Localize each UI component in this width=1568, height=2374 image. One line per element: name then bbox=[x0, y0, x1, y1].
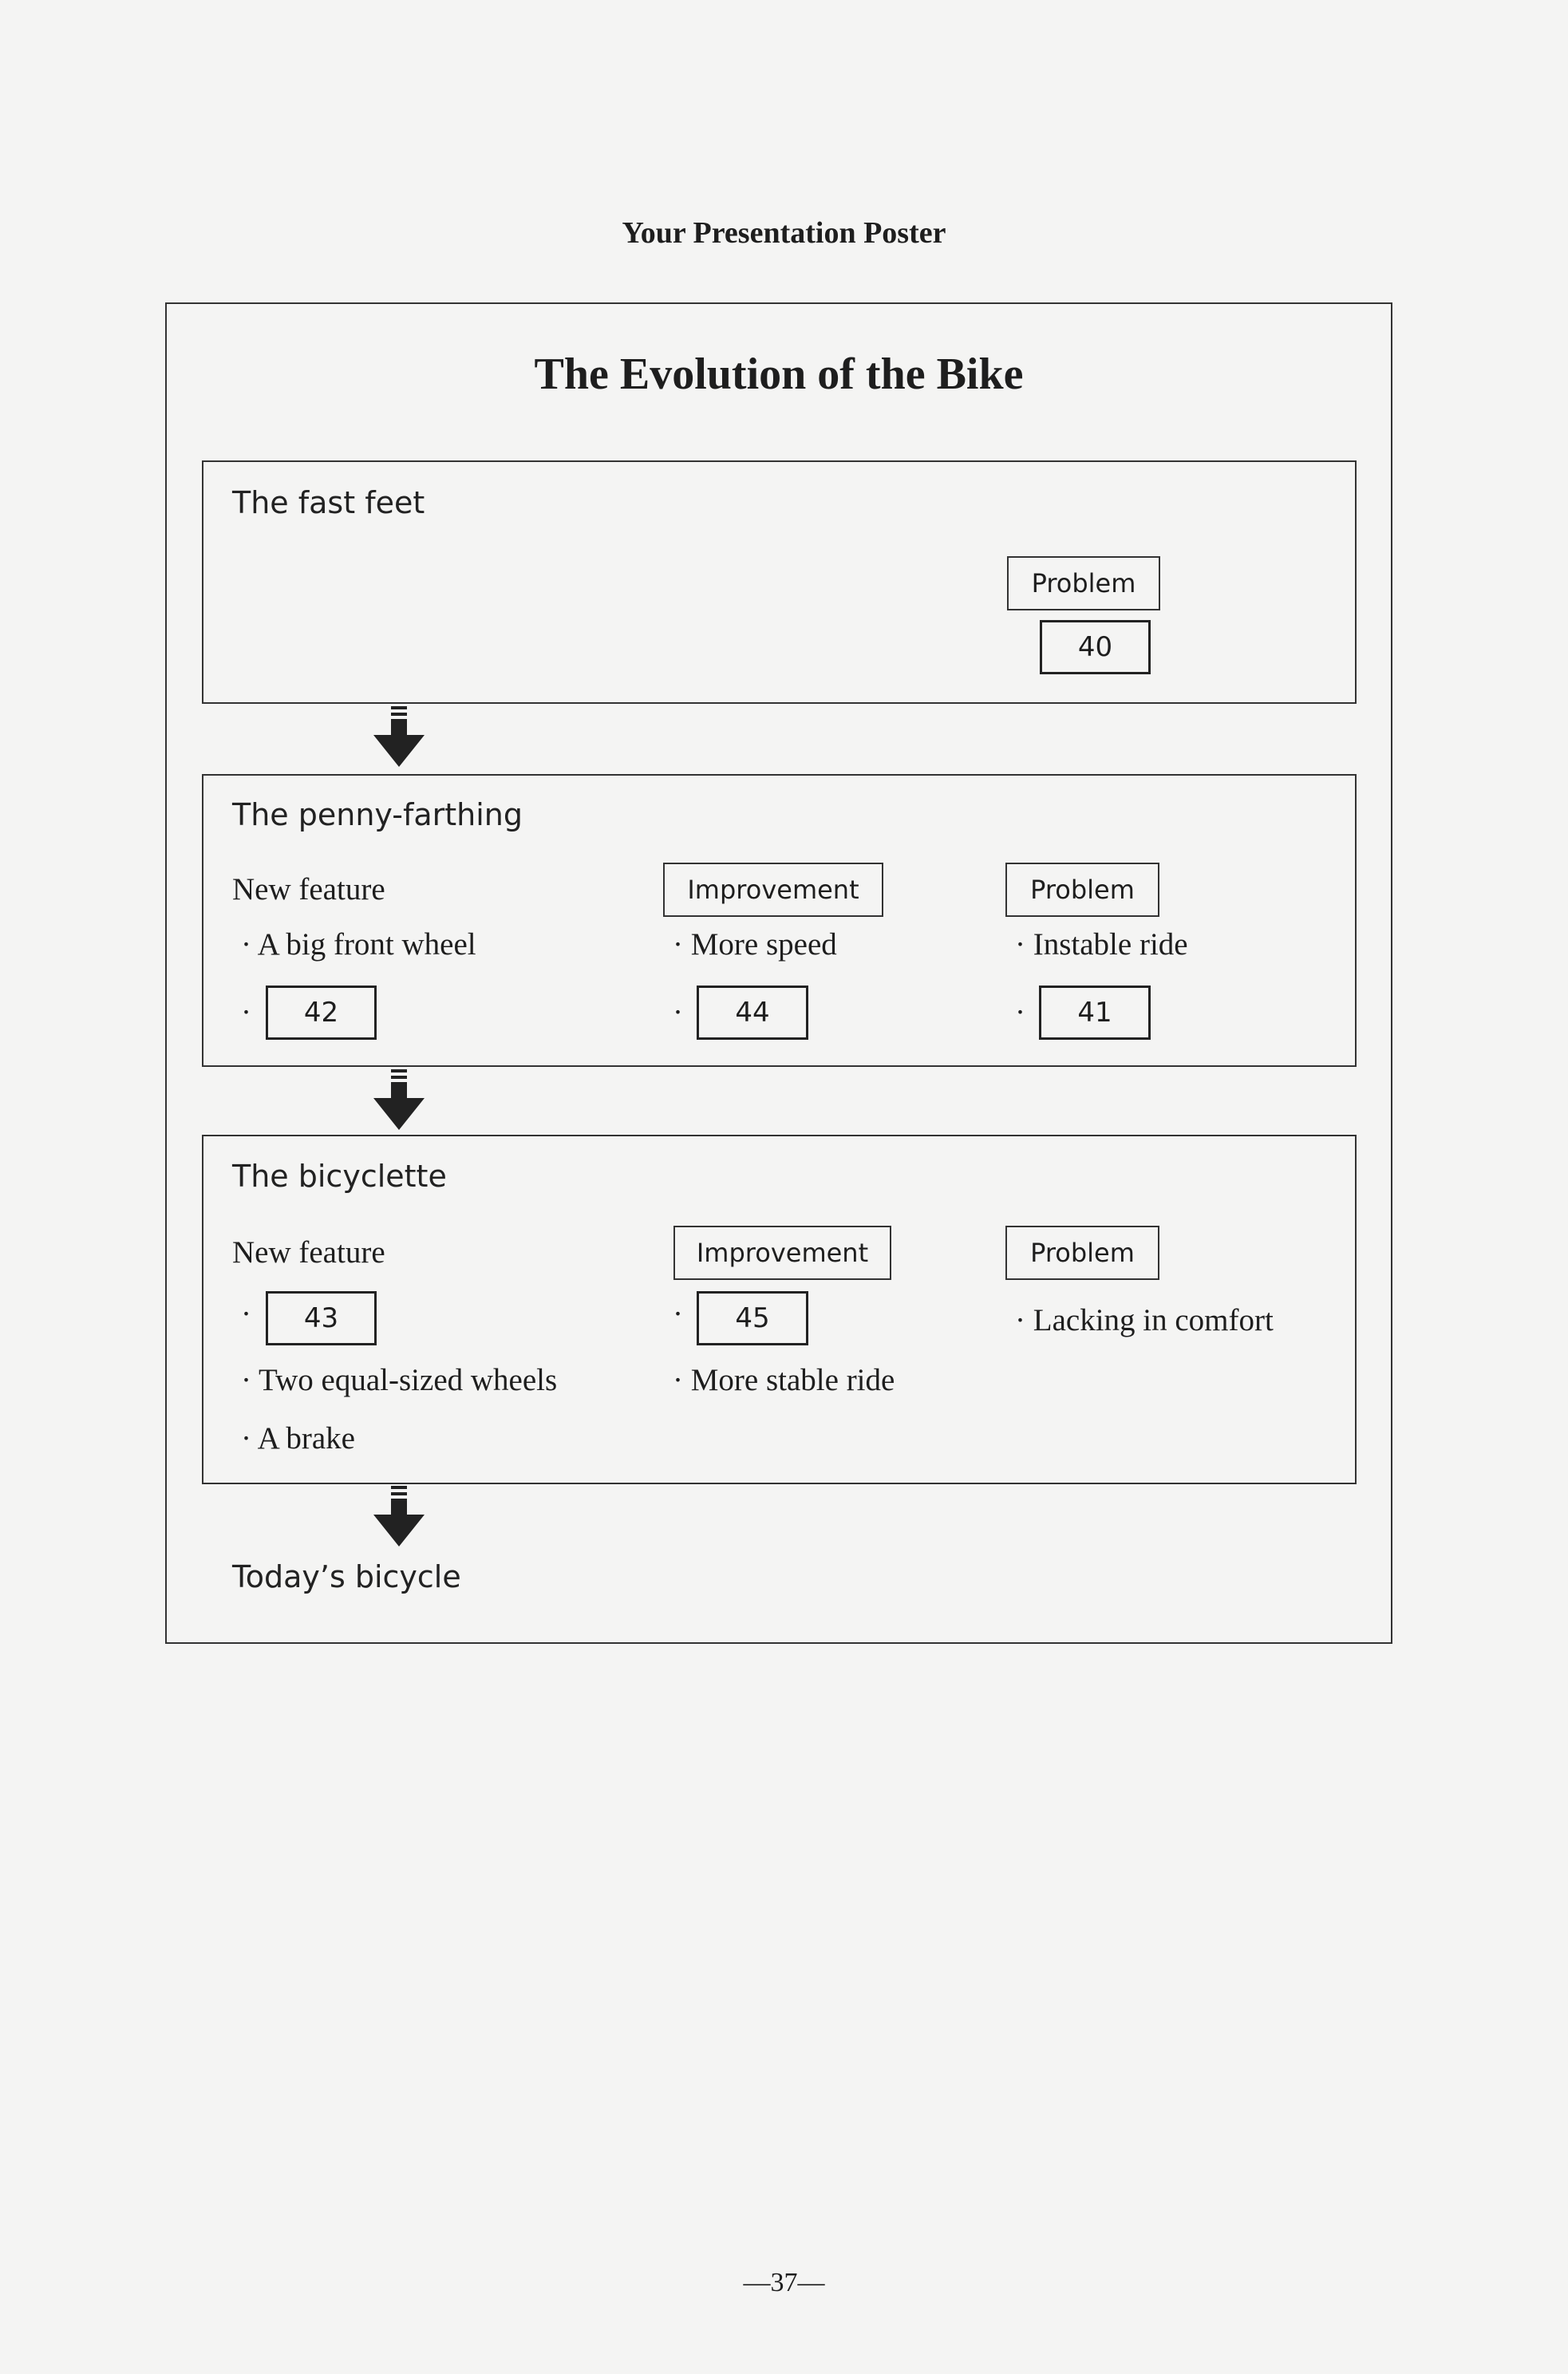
bullet: · bbox=[673, 995, 683, 1029]
poster-title: The Evolution of the Bike bbox=[534, 350, 1024, 399]
improvement-label: Improvement bbox=[673, 1226, 891, 1280]
problem-label: Problem bbox=[1005, 863, 1159, 917]
bullet: · bbox=[673, 1297, 683, 1331]
down-arrow-icon bbox=[373, 1069, 425, 1130]
feature-item: · Two equal-sized wheels bbox=[241, 1363, 558, 1397]
answer-blank-43: 43 bbox=[266, 1291, 377, 1345]
answer-blank-40: 40 bbox=[1040, 620, 1151, 674]
problem-label: Problem bbox=[1005, 1226, 1159, 1280]
problem-item: · Lacking in comfort bbox=[1015, 1303, 1274, 1337]
down-arrow-icon bbox=[373, 706, 425, 767]
stage-name: The penny-farthing bbox=[232, 797, 523, 832]
down-arrow-icon bbox=[373, 1486, 425, 1546]
bullet: · bbox=[241, 995, 251, 1029]
new-feature-label: New feature bbox=[232, 1235, 385, 1270]
bullet: · bbox=[1015, 995, 1025, 1029]
answer-blank-45: 45 bbox=[697, 1291, 808, 1345]
answer-blank-42: 42 bbox=[266, 986, 377, 1040]
answer-blank-44: 44 bbox=[697, 986, 808, 1040]
stage-name: The bicyclette bbox=[232, 1159, 447, 1194]
stage-todays-bicycle: Today’s bicycle bbox=[232, 1559, 461, 1594]
problem-item: · Instable ride bbox=[1015, 927, 1188, 962]
improvement-item: · More stable ride bbox=[673, 1363, 895, 1397]
new-feature-label: New feature bbox=[232, 872, 385, 907]
page-number: —37— bbox=[743, 2268, 825, 2297]
stage-name: The fast feet bbox=[232, 485, 425, 520]
improvement-label: Improvement bbox=[663, 863, 883, 917]
improvement-item: · More speed bbox=[673, 927, 837, 962]
bullet: · bbox=[241, 1297, 251, 1331]
answer-blank-41: 41 bbox=[1039, 986, 1151, 1040]
feature-item: · A big front wheel bbox=[241, 927, 476, 962]
feature-item: · A brake bbox=[241, 1421, 355, 1456]
poster-caption: Your Presentation Poster bbox=[622, 216, 946, 250]
problem-label: Problem bbox=[1007, 556, 1160, 610]
